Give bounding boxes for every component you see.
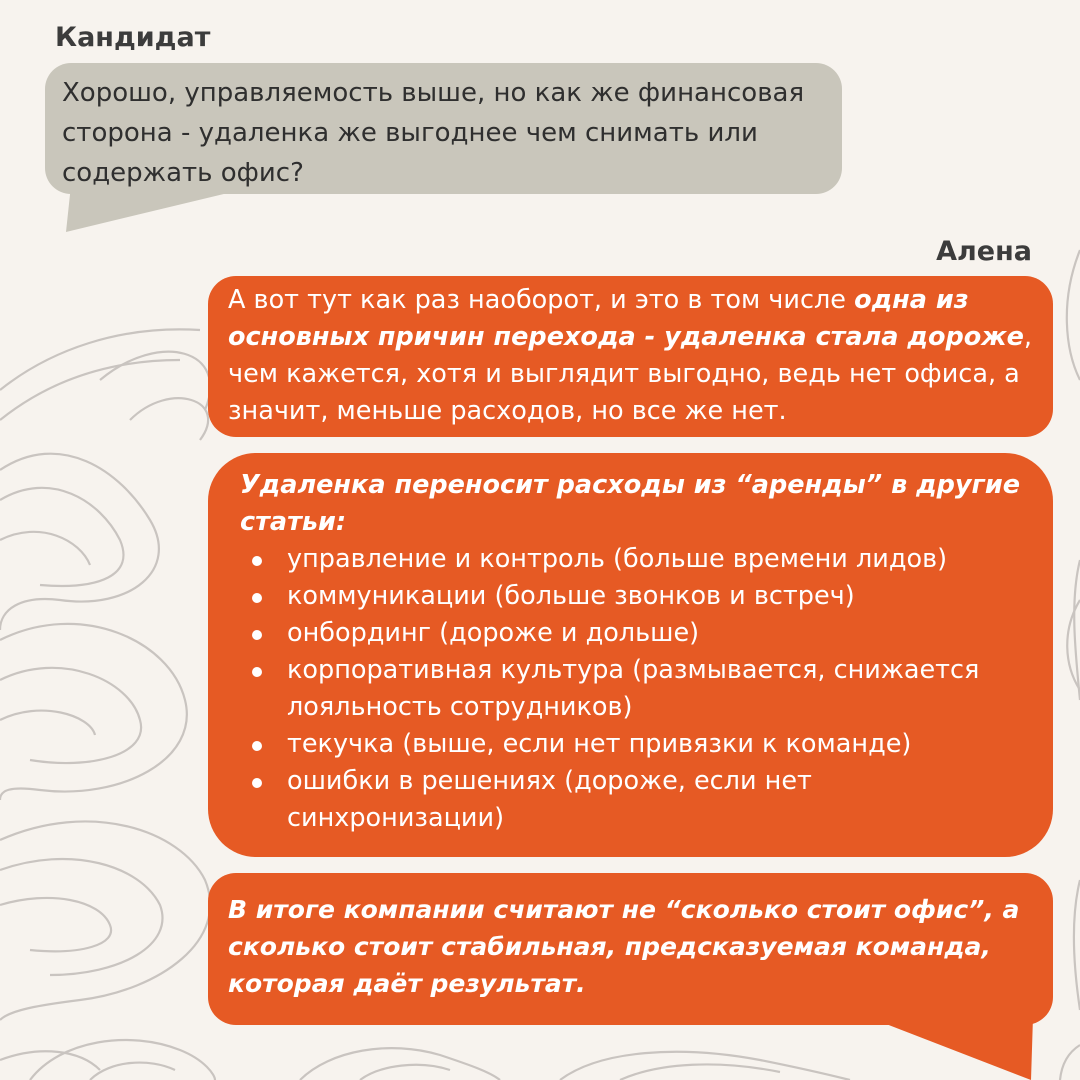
final-line: сколько стоит стабильная, предсказуемая команда, — [228, 932, 991, 961]
alena-message-2-heading — [240, 467, 1039, 541]
alena-message-1-line: чем кажется, хотя и выглядит выгодно, ведь нет офиса, а — [228, 359, 1020, 389]
alena-message-2 — [208, 453, 1053, 857]
list-item — [240, 652, 1039, 726]
list-item — [240, 763, 1039, 837]
alena-message-1-emphasis: основных причин перехода - удаленка стала дороже — [228, 322, 1024, 352]
alena-message-1-text: А вот тут как раз наоборот, и это в том числе — [228, 285, 855, 315]
list-item-text: корпоративная культура (размывается, снижается — [287, 655, 980, 685]
list-item — [240, 541, 1039, 578]
list-item-text: лояльность сотрудников) — [287, 692, 633, 722]
alena-message-3-text — [228, 891, 1039, 1002]
alena-name: Алена — [936, 236, 1032, 267]
list-item-text: синхронизации) — [287, 803, 505, 833]
list-item — [240, 726, 1039, 763]
list-item-text: ошибки в решениях (дороже, если нет — [287, 766, 812, 796]
alena-message-1-line — [228, 282, 1039, 319]
list-item-text: онбординг (дороже и дольше) — [287, 618, 700, 648]
alena-message-3 — [208, 873, 1053, 1025]
candidate-message-line: сторона - удаленка же выгоднее чем снимать или — [62, 118, 758, 148]
list-item-text: управление и контроль (больше времени лидов) — [287, 544, 948, 574]
alena-message-1-text: , — [1023, 322, 1033, 352]
candidate-message-line: Хорошо, управляемость выше, но как же финансовая — [62, 78, 805, 108]
candidate-message-line: содержать офис? — [62, 158, 304, 188]
heading-line: статьи: — [240, 507, 347, 537]
list-item-text: коммуникации (больше звонков и встреч) — [287, 581, 855, 611]
final-line: которая даёт результат. — [228, 969, 586, 998]
alena-message-1-line — [228, 319, 1039, 356]
final-line: В итоге компании считают не “сколько стоит офис”, а — [228, 895, 1020, 924]
alena-bubble-tail — [868, 1017, 1038, 1080]
heading-line: Удаленка переносит расходы из “аренды” в другие — [240, 470, 1021, 500]
candidate-message-bubble — [45, 63, 842, 194]
alena-message-1-line: значит, меньше расходов, но все же нет. — [228, 396, 787, 426]
list-item — [240, 578, 1039, 615]
expense-list — [240, 541, 1039, 837]
alena-message-1-emphasis: одна из — [854, 285, 969, 315]
list-item — [240, 615, 1039, 652]
list-item-text: текучка (выше, если нет привязки к команде) — [287, 729, 912, 759]
candidate-name: Кандидат — [55, 22, 211, 53]
alena-message-1 — [208, 276, 1053, 437]
